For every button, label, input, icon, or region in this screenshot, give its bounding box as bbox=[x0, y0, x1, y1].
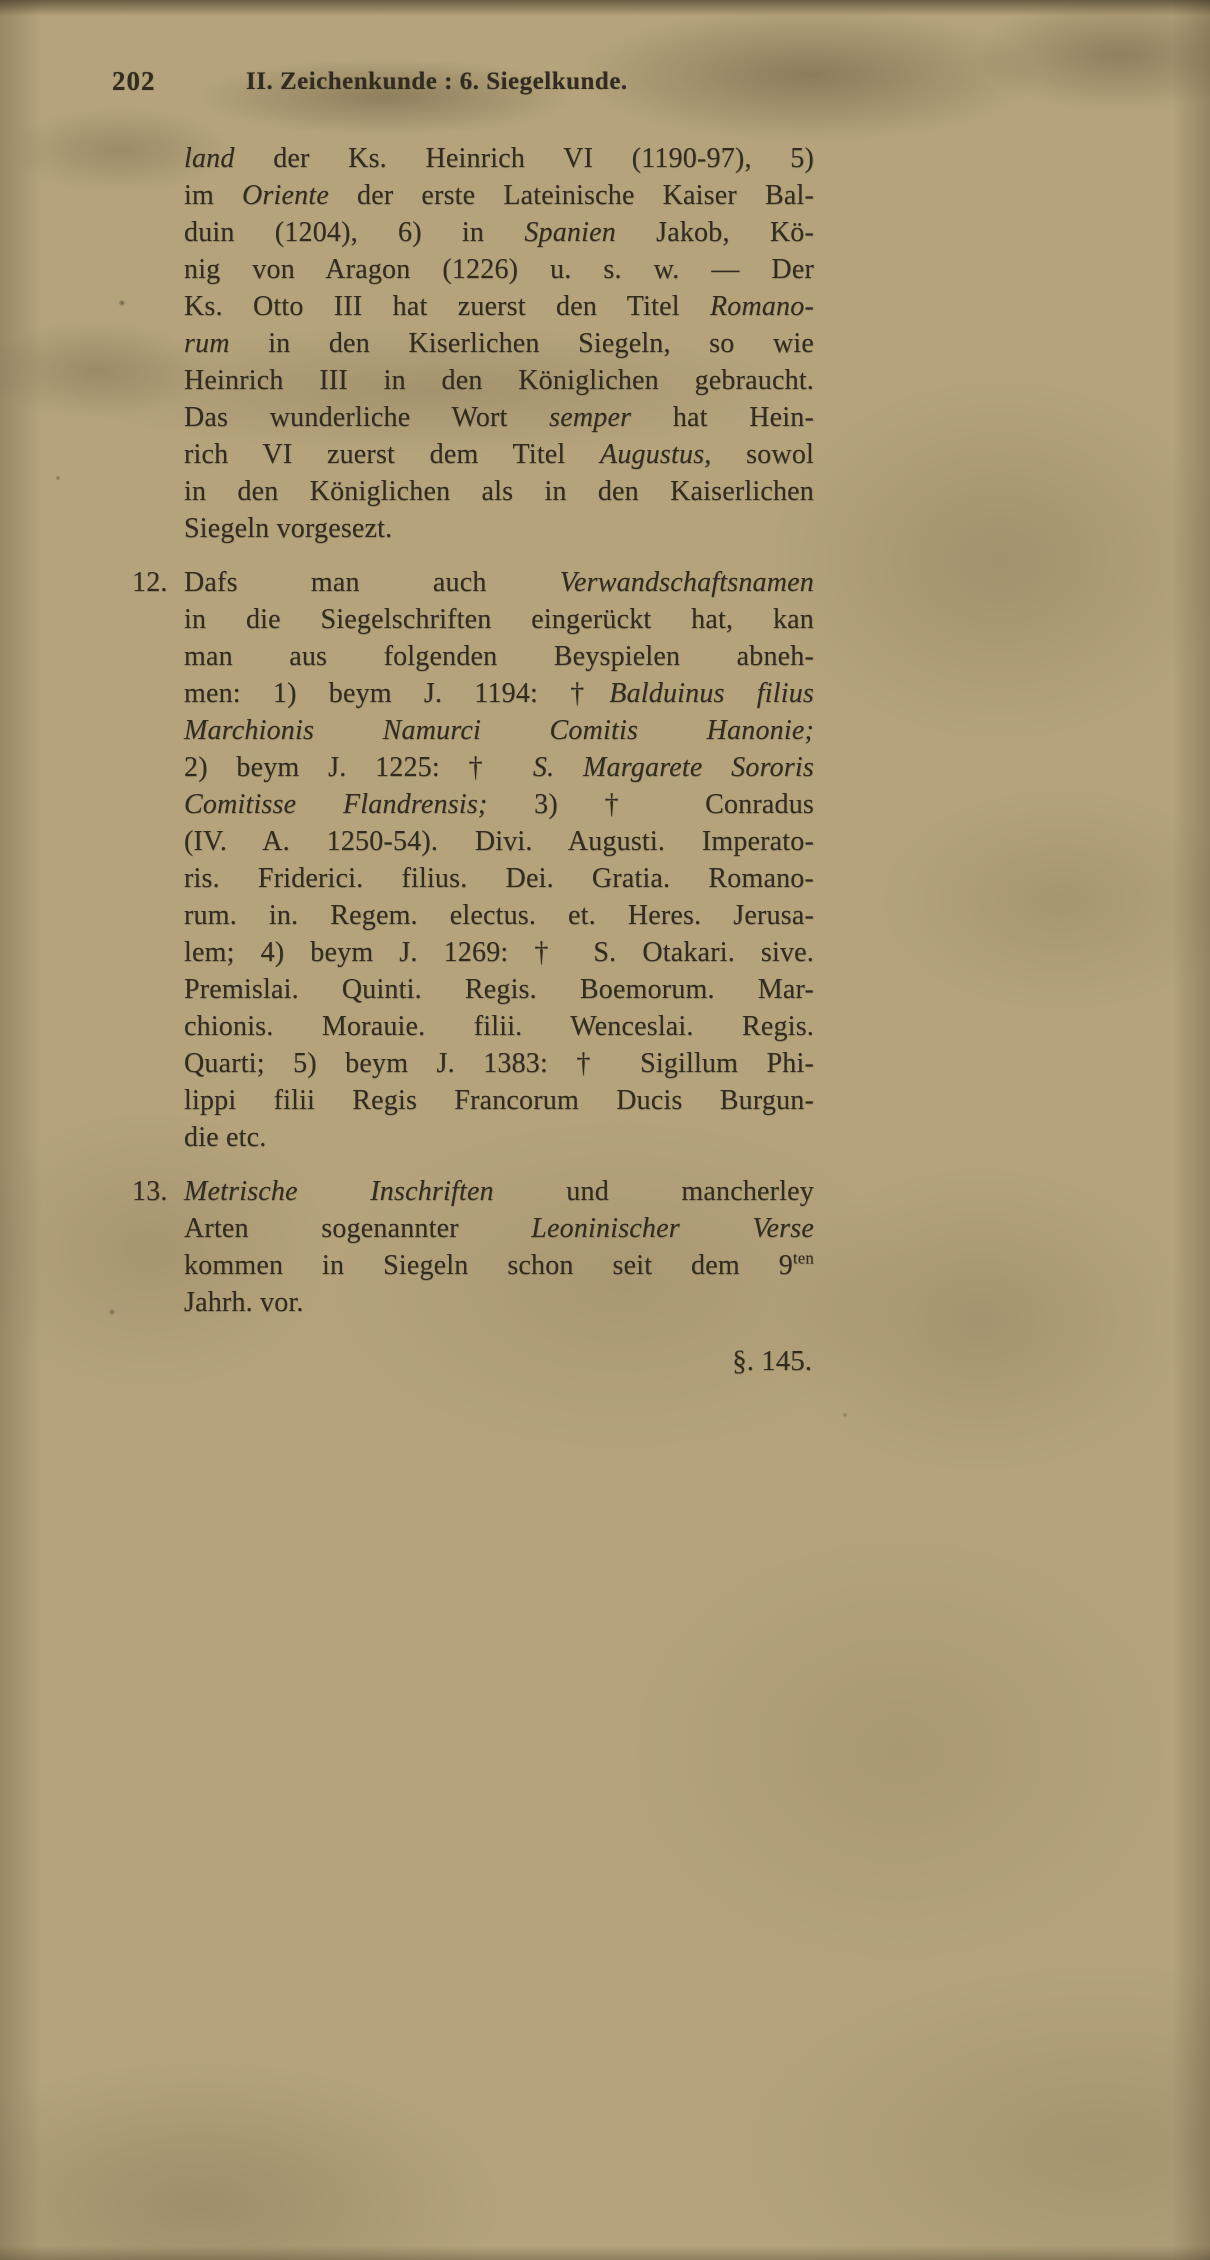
text-line bbox=[184, 436, 814, 473]
text-segment: man aus folgenden Beyspielen abneh- bbox=[184, 641, 814, 672]
text-line bbox=[184, 1082, 814, 1119]
item-number: 13. bbox=[132, 1176, 168, 1207]
text-segment: die etc. bbox=[184, 1122, 267, 1153]
text-line bbox=[184, 860, 814, 897]
paragraph-continuation bbox=[184, 140, 814, 547]
text-line bbox=[184, 399, 814, 436]
text-segment: land bbox=[184, 143, 235, 174]
text-line bbox=[184, 786, 814, 823]
text-segment: Augustus, bbox=[600, 439, 712, 470]
text-segment: in die Siegelschriften eingerückt hat, kan bbox=[184, 604, 814, 635]
text-segment: Arten sogenannter bbox=[184, 1213, 532, 1244]
text-segment: Metrische Inschriften bbox=[184, 1176, 494, 1207]
text-segment: ten bbox=[792, 1248, 814, 1268]
text-line bbox=[184, 1008, 814, 1045]
text-segment: duin (1204), 6) in bbox=[184, 217, 525, 248]
text-segment: hat Hein- bbox=[631, 402, 814, 433]
text-segment: Quarti; 5) beym J. 1383: † Sigillum Phi- bbox=[184, 1048, 814, 1079]
paragraph-item-12 bbox=[132, 564, 815, 1156]
text-line bbox=[184, 638, 814, 675]
text-line bbox=[184, 473, 814, 510]
text-line bbox=[184, 362, 814, 399]
text-line bbox=[184, 1284, 814, 1321]
text-line bbox=[184, 140, 814, 177]
text-segment: Jahrh. vor. bbox=[184, 1287, 304, 1318]
text-segment: Jakob, Kö- bbox=[615, 217, 814, 248]
text-segment: Romano- bbox=[709, 291, 814, 322]
paragraph-item-13 bbox=[132, 1173, 814, 1321]
text-line bbox=[132, 1173, 814, 1210]
text-segment: lem; 4) beym J. 1269: † S. Otakari. sive. bbox=[184, 937, 814, 968]
text-segment: Siegeln vorgesezt. bbox=[184, 513, 393, 544]
text-line bbox=[184, 288, 814, 325]
text-segment: S. Margarete Sororis bbox=[532, 752, 814, 783]
text-segment: der Ks. Heinrich VI (1190-97), 5) bbox=[234, 143, 814, 174]
text-segment: semper bbox=[549, 402, 632, 433]
text-segment: Balduinus filius bbox=[609, 678, 814, 709]
text-segment: rich VI zuerst dem Titel bbox=[184, 439, 601, 470]
text-segment: Das wunderliche Wort bbox=[184, 402, 550, 433]
text-segment: und mancherley bbox=[493, 1176, 814, 1207]
text-segment: lippi filii Regis Francorum Ducis Burgun- bbox=[184, 1085, 814, 1116]
text-segment: der erste Lateinische Kaiser Bal- bbox=[328, 180, 814, 211]
text-segment: Oriente bbox=[242, 180, 329, 211]
text-line bbox=[184, 1210, 814, 1247]
text-line bbox=[184, 510, 814, 547]
text-segment: rum bbox=[184, 328, 230, 359]
text-segment: Leoninischer Verse bbox=[531, 1213, 814, 1244]
text-line bbox=[184, 897, 814, 934]
text-segment: 3) † Conradus bbox=[487, 789, 815, 820]
text-segment: Comitisse Flandrensis; bbox=[184, 789, 488, 820]
text-line bbox=[184, 1045, 814, 1082]
text-line bbox=[184, 251, 814, 288]
text-line bbox=[184, 1247, 814, 1284]
text-line bbox=[184, 823, 814, 860]
text-line bbox=[184, 601, 814, 638]
text-block bbox=[132, 140, 815, 1321]
text-segment: Marchionis Namurci Comitis Hanonie; bbox=[184, 715, 814, 746]
text-segment: Heinrich III in den Königlichen gebraucht. bbox=[184, 365, 814, 396]
text-segment: nig von Aragon (1226) u. s. w. — Der bbox=[184, 254, 814, 285]
text-segment: 2) beym J. 1225: † bbox=[184, 752, 533, 783]
text-line bbox=[184, 1119, 814, 1156]
text-segment: Ks. Otto III hat zuerst den Titel bbox=[184, 291, 710, 322]
text-line bbox=[184, 934, 814, 971]
text-segment: ris. Friderici. filius. Dei. Gratia. Romano- bbox=[184, 863, 814, 894]
text-line bbox=[184, 325, 814, 362]
text-line bbox=[184, 177, 814, 214]
text-segment: sowol bbox=[711, 439, 814, 470]
text-segment: Premislai. Quinti. Regis. Boemorum. Mar- bbox=[184, 974, 814, 1005]
text-segment: Verwandschaftsnamen bbox=[559, 567, 814, 598]
text-segment: Dafs man auch bbox=[184, 567, 560, 598]
text-line bbox=[184, 214, 814, 251]
text-line bbox=[184, 971, 814, 1008]
text-segment: rum. in. Regem. electus. et. Heres. Jerusa- bbox=[184, 900, 814, 931]
section-mark: §. 145. bbox=[732, 1345, 812, 1377]
item-number: 12. bbox=[132, 567, 168, 598]
text-segment: in den Kiserlichen Siegeln, so wie bbox=[229, 328, 814, 359]
text-segment: men: 1) beym J. 1194: † bbox=[184, 678, 610, 709]
text-line bbox=[132, 564, 814, 601]
text-segment: Spanien bbox=[524, 217, 616, 248]
text-segment: in den Königlichen als in den Kaiserlichen bbox=[184, 476, 814, 507]
text-line bbox=[184, 675, 814, 712]
text-segment: im bbox=[184, 180, 243, 211]
text-segment: kommen in Siegeln schon seit dem 9 bbox=[184, 1250, 793, 1281]
running-header: II. Zeichenkunde : 6. Siegelkunde. bbox=[246, 68, 628, 95]
text-line bbox=[184, 749, 814, 786]
text-line bbox=[184, 712, 814, 749]
text-segment: (IV. A. 1250-54). Divi. Augusti. Imperato- bbox=[184, 826, 814, 857]
text-segment: chionis. Morauie. filii. Wenceslai. Regis. bbox=[184, 1011, 814, 1042]
page-number: 202 bbox=[112, 66, 156, 96]
